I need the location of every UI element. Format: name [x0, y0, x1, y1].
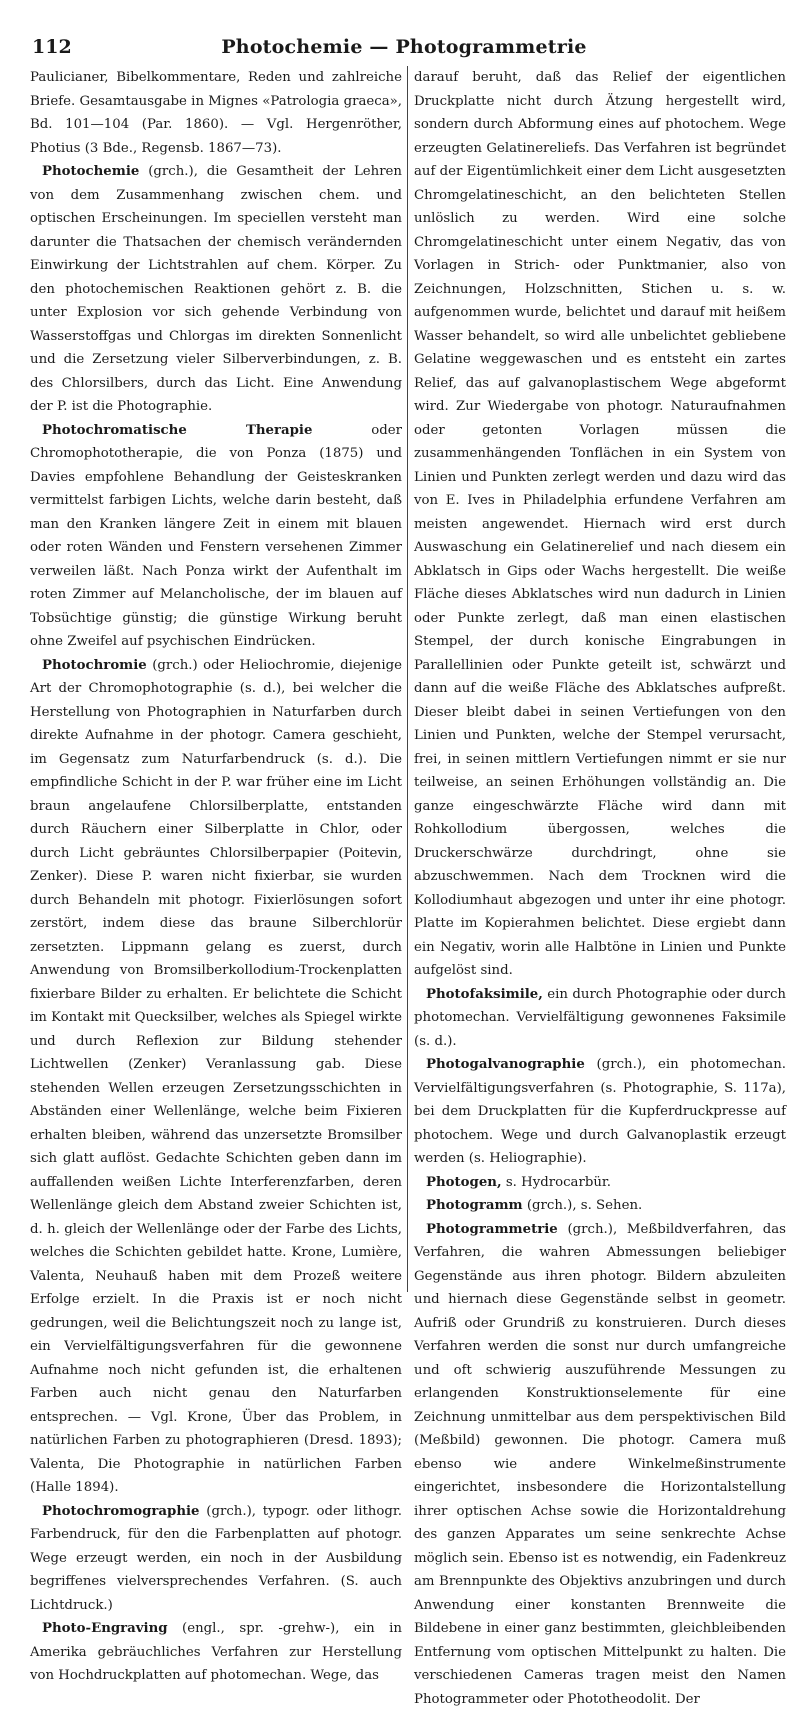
entry-headword: Photogalvanographie [426, 1057, 585, 1072]
entry-photochemie [30, 160, 402, 419]
entry-headword: Photogen, [426, 1175, 502, 1190]
page-header [28, 14, 780, 54]
entry-text: ein durch Photographie oder durch photomechan. Vervielfältigung gewonnenes Faksimile (s. d.). [414, 987, 786, 1049]
right-column [414, 66, 786, 1292]
entry-photogramm [414, 1194, 786, 1218]
entry-text: (engl., spr. -grehw-), ein in Amerika gebräuchliches Verfahren zur Herstellung von Hochdruckplatten auf photomechan. Wege, das [30, 1621, 402, 1683]
entry-text: (grch.), s. Sehen. [527, 1198, 642, 1213]
entry-photo-engraving [30, 1617, 402, 1688]
entry-text: (grch.) oder Heliochromie, diejenige Art der Chromophotographie (s. d.), bei welcher die Herstellung von Photographien in Naturfarben durch direkte Aufnahme in der photogr. Camera geschieht, im Gegensatz zum Naturfarbendruck (s. d.). Die empfindliche Schicht in der P. war früher eine im Licht braun angelaufene Chlorsilberplatte, entstanden durch Räuchern einer Silberplatte in Chlor, oder durch Licht gebräuntes Chlorsilberpapier (Poitevin, Zenker). Diese P. waren nicht fixierbar, sie wurden durch Behandeln mit photogr. Fixierlösungen sofort zerstört, indem diese das braune Silberchlorür zersetzten. Lippmann gelang es zuerst, durch Anwendung von Bromsilberkollodium-Trockenplatten fixierbare Bilder zu erhalten. Er belichtete die Schicht im Kontakt mit Quecksilber, welches als Spiegel wirkte und durch Reflexion zur Bildung stehender Lichtwellen (Zenker) Veranlassung gab. Diese stehenden Wellen erzeugen Zersetzungsschichten in Abständen einer Wellenlänge, welche beim Fixieren erhalten bleiben, während das unzersetzte Bromsilber sich glatt auflöst. Gedachte Schichten geben dann im auffallenden weißen Lichte Interferenzfarben, deren Wellenlänge gleich dem Abstand zweier Schichten ist, d. h. gleich der Wellenlänge oder der Farbe des Lichts, welches die Schichten gebildet hatte. Krone, Lumière, Valenta, Neuhauß haben mit dem Prozeß weitere Erfolge erzielt. In die Praxis ist er noch nicht gedrungen, weil die Belichtungszeit noch zu lange ist, ein Vervielfältigungsverfahren für die gewonnene Aufnahme noch nicht gefunden ist, die erhaltenen Farben auch nicht genau den Naturfarben entsprechen. — Vgl. Krone, Über das Problem, in natürlichen Farben zu photographieren (Dresd. 1893); Valenta, Die Photographie in natürlichen Farben (Halle 1894). [30, 658, 402, 1496]
entry-headword: Photogrammetrie [426, 1222, 558, 1237]
entry-continuation [30, 66, 402, 160]
text-columns [28, 66, 780, 1292]
entry-headword: Photofaksimile, [426, 987, 543, 1002]
entry-text: s. Hydrocarbür. [506, 1175, 611, 1190]
column-divider [407, 66, 408, 1292]
entry-photogrammetrie [414, 1218, 786, 1711]
entry-photochromatische-therapie [30, 419, 402, 654]
left-column [30, 66, 402, 1292]
dictionary-page [28, 14, 780, 1292]
entry-text: (grch.), typogr. oder lithogr. Farbendruck, für den die Farbenplatten auf photogr. Wege erzeugt werden, ein noch in der Ausbildung begriffenes vielversprechendes Verfahren. (S. auch Lichtdruck.) [30, 1504, 402, 1613]
entry-text: Paulicianer, Bibelkommentare, Reden und zahlreiche Briefe. Gesamtausgabe in Mignes «Patrologia graeca», Bd. 101—104 (Par. 1860). — Vgl. Hergenröther, Photius (3 Bde., Regensb. 1867—73). [30, 70, 402, 156]
entry-text: (grch.), Meßbildverfahren, das Verfahren, die wahren Abmessungen beliebiger Gegenstände aus ihren photogr. Bildern abzuleiten und hiernach diese Gegenstände selbst in geometr. Aufriß oder Grundriß zu konstruieren. Durch dieses Verfahren werden die sonst nur durch umfangreiche und oft schwierig auszuführende Messungen zu erlangenden Konstruktionselemente für eine Zeichnung unmittelbar aus dem perspektivischen Bild (Meßbild) gewonnen. Die photogr. Camera muß ebenso wie andere Winkelmeßinstrumente eingerichtet, insbesondere die Horizontalstellung ihrer optischen Achse sowie die Horizontaldrehung des ganzen Apparates um seine senkrechte Achse möglich sein. Ebenso ist es notwendig, ein Fadenkreuz am Brennpunkte des Objektivs anzubringen und durch Anwendung einer konstanten Brennweite die Bildebene in einer ganz bestimmten, gleichbleibenden Entfernung vom optischen Mittelpunkt zu halten. Die verschiedenen Cameras tragen meist den Namen Photogrammeter oder Phototheodolit. Der [414, 1222, 786, 1707]
entry-continuation [414, 66, 786, 983]
entry-photogalvanographie [414, 1053, 786, 1171]
entry-text: (grch.), ein photomechan. Vervielfältigungsverfahren (s. Photographie, S. 117a), bei dem Druckplatten für die Kupferdruckpresse auf photochem. Wege und durch Galvanoplastik erzeugt werden (s. Heliographie). [414, 1057, 786, 1166]
entry-text: (grch.), die Gesamtheit der Lehren von dem Zusammenhang zwischen chem. und optischen Erscheinungen. Im speciellen versteht man darunter die Thatsachen der chemisch verändernden Einwirkung der Lichtstrahlen auf chem. Körper. Zu den photochemischen Reaktionen gehört z. B. die unter Explosion vor sich gehende Verbindung von Wasserstoffgas und Chlorgas im direkten Sonnenlicht und die Zersetzung vieler Silberverbindungen, z. B. des Chlorsilbers, durch das Licht. Eine Anwendung der P. ist die Photographie. [30, 164, 402, 414]
page-number: 112 [32, 36, 72, 58]
running-head: Photochemie — Photogrammetrie [28, 36, 780, 58]
entry-headword: Photochromatische Therapie [42, 423, 312, 438]
entry-headword: Photogramm [426, 1198, 523, 1213]
entry-photochromographie [30, 1500, 402, 1618]
entry-headword: Photochromographie [42, 1504, 200, 1519]
entry-photogen [414, 1171, 786, 1195]
entry-headword: Photochemie [42, 164, 139, 179]
entry-headword: Photochromie [42, 658, 147, 673]
entry-headword: Photo-Engraving [42, 1621, 168, 1636]
entry-text: darauf beruht, daß das Relief der eigentlichen Druckplatte nicht durch Ätzung hergestellt wird, sondern durch Abformung eines auf photochem. Wege erzeugten Gelatinereliefs. Das Verfahren ist begründet auf der Eigentümlichkeit einer dem Licht ausgesetzten Chromgelatineschicht, an den belichteten Stellen unlöslich zu werden. Wird eine solche Chromgelatineschicht unter einem Negativ, das von Vorlagen in Strich- oder Punktmanier, also von Zeichnungen, Holzschnitten, Stichen u. s. w. aufgenommen wurde, belichtet und darauf mit heißem Wasser behandelt, so wird alle unbelichtet gebliebene Gelatine weggewaschen und es entsteht ein zartes Relief, das auf galvanoplastischem Wege abgeformt wird. Zur Wiedergabe von photogr. Naturaufnahmen oder getonten Vorlagen müssen die zusammenhängenden Tonflächen in ein System von Linien und Punkten zerlegt werden und dazu wird das von E. Ives in Philadelphia erfundene Verfahren am meisten angewendet. Hiernach wird erst durch Auswaschung ein Gelatinerelief und nach diesem ein Abklatsch in Gips oder Wachs hergestellt. Die weiße Fläche dieses Abklatsches wird nun dadurch in Linien oder Punkte zerlegt, daß man einen elastischen Stempel, der durch konische Eingrabungen in Parallellinien oder Punkte geteilt ist, schwärzt und dann auf die weiße Fläche des Abklatsches aufpreßt. Dieser bleibt dabei in seinen Vertiefungen von den Linien und Punkten, welche der Stempel verursacht, frei, in seinen mittlern Vertiefungen nimmt er sie nur teilweise, an seinen Erhöhungen vollständig an. Die ganze eingeschwärzte Fläche wird dann mit Rohkollodium übergossen, welches die Druckerschwärze durchdringt, ohne sie abzuschwemmen. Nach dem Trocknen wird die Kollodiumhaut abgezogen und unter ihr eine photogr. Platte im Kopierahmen belichtet. Diese ergiebt dann ein Negativ, worin alle Halbtöne in Linien und Punkte aufgelöst sind. [414, 70, 786, 978]
entry-photofaksimile [414, 983, 786, 1054]
entry-photochromie [30, 654, 402, 1500]
entry-text: oder Chromophototherapie, die von Ponza (1875) und Davies empfohlene Behandlung der Geisteskranken vermittelst farbigen Lichts, welche darin besteht, daß man den Kranken längere Zeit in einem mit blauen oder roten Wänden und Fenstern versehenen Zimmer verweilen läßt. Nach Ponza wirkt der Aufenthalt im roten Zimmer auf Melancholische, der im blauen auf Tobsüchtige günstig; die günstige Wirkung beruht ohne Zweifel auf psychischen Eindrücken. [30, 423, 402, 650]
